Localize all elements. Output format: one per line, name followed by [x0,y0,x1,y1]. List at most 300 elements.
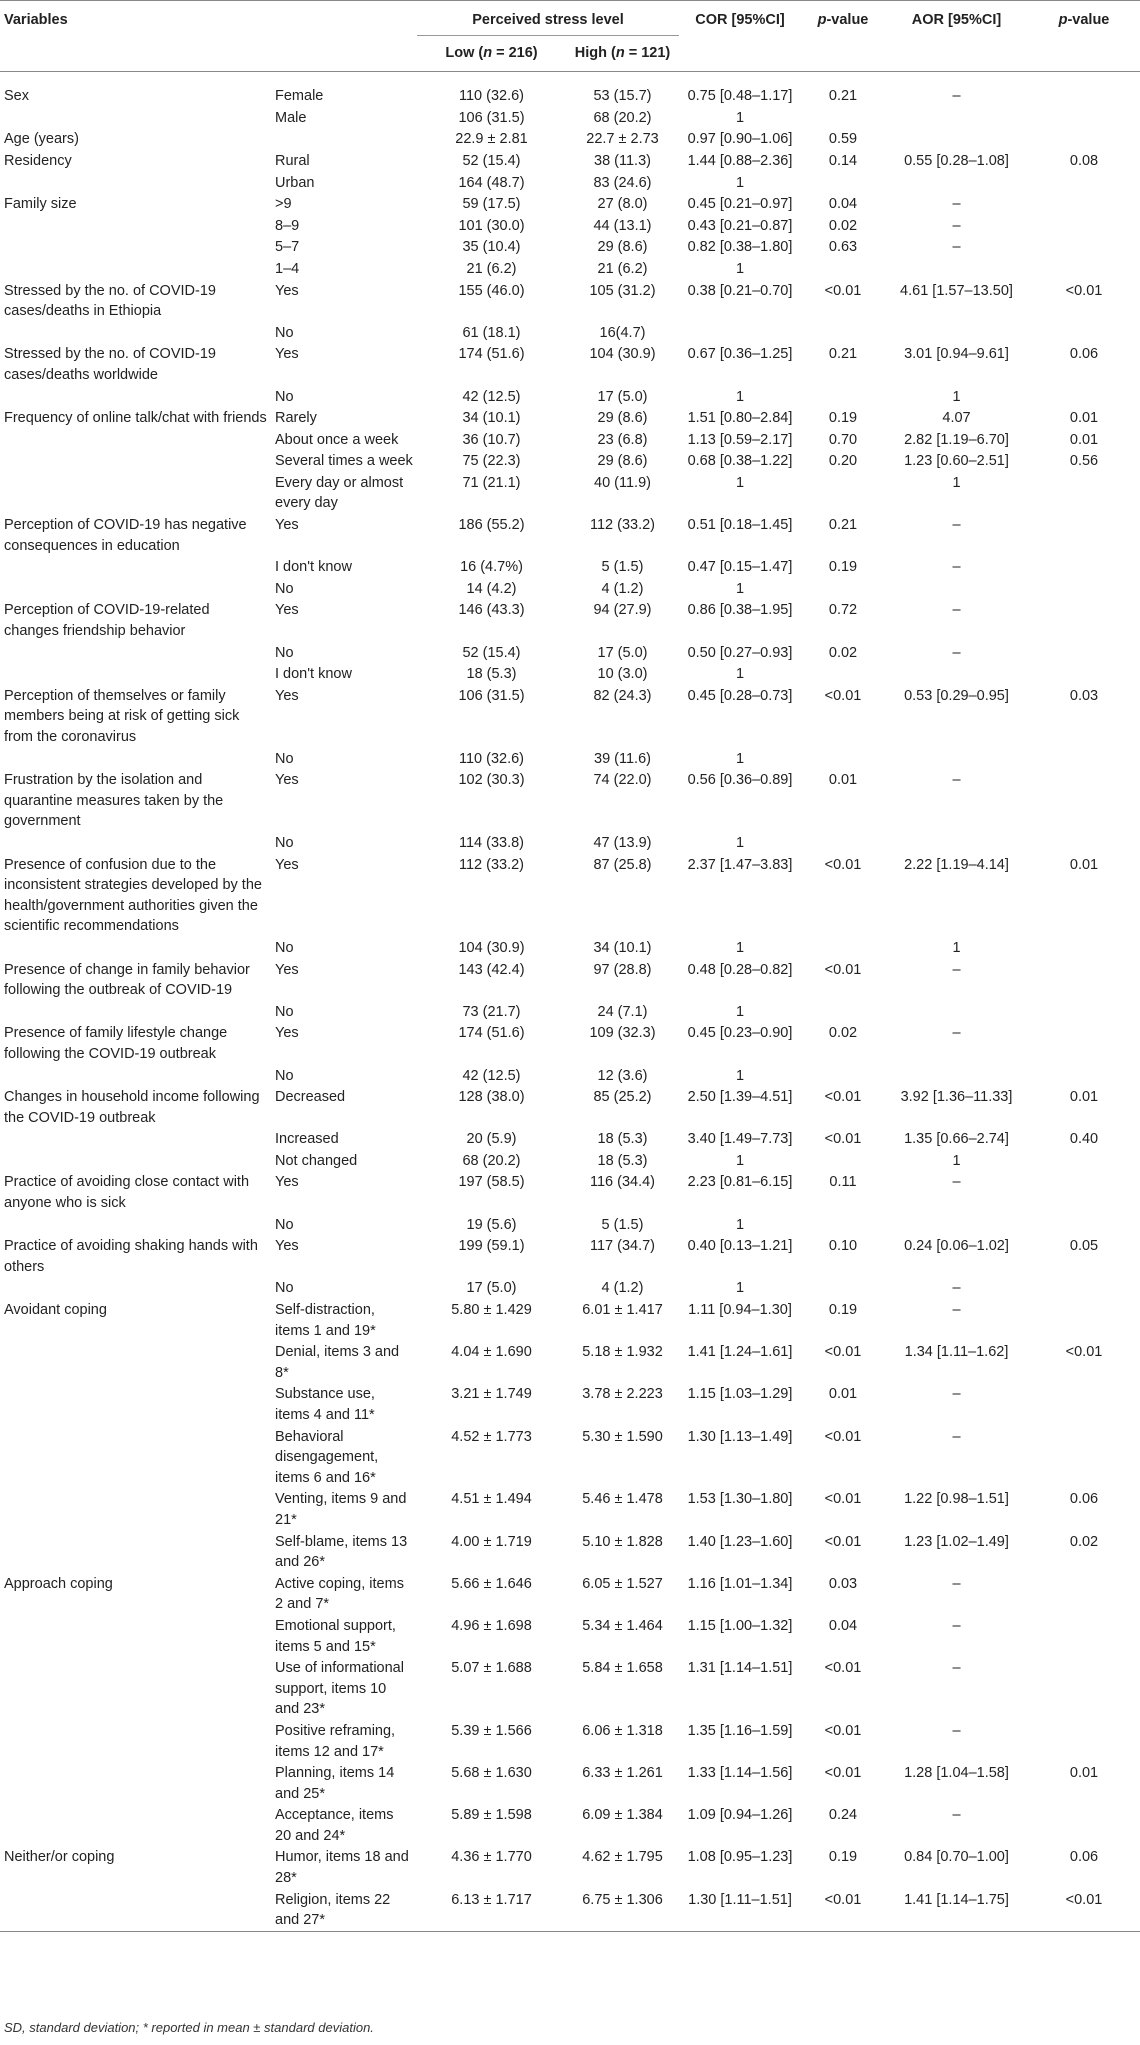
cell-p-value-crude: 0.02 [828,217,858,234]
cell-cor: 1 [735,474,745,491]
cell-cor: 0.86 [0.38–1.95] [687,602,793,619]
table-row [0,472,1140,514]
cell-p-value-crude: <0.01 [824,1765,862,1782]
cell-high-stress: 39 (11.6) [594,750,651,767]
cell-variable: Presence of family lifestyle change following the COVID-19 outbreak [4,1025,228,1062]
cell-variable [0,1150,271,1172]
cell-aor: 1 [952,939,961,956]
cell-variable [0,386,271,408]
cell-category: 8–9 [275,217,300,234]
cell-p-value-adjusted [1028,514,1140,556]
cell-aor: 4.07 [942,410,971,427]
cell-low-stress: 6.13 ± 1.717 [451,1891,532,1908]
cell-low-stress: 75 (22.3) [462,453,521,470]
cell-low-stress: 61 (18.1) [462,324,521,341]
cell-low-stress: 112 (33.2) [458,856,525,873]
cell-high-stress: 12 (3.6) [597,1067,648,1084]
cell-aor: 1.23 [1.02–1.49] [904,1533,1009,1550]
cell-p-value-crude: 0.10 [828,1238,858,1255]
cell-category: Yes [275,687,299,704]
cell-cor: 1 [735,939,745,956]
table-row [0,407,1140,429]
cell-high-stress: 4.62 ± 1.795 [582,1849,663,1866]
cell-variable: Perception of COVID-19-related changes friendship behavior [4,602,210,640]
cell-aor [885,172,1028,194]
cell-low-stress: 42 (12.5) [462,1067,521,1084]
cell-cor: 1.40 [1.23–1.60] [687,1533,793,1550]
table-row [0,1531,1140,1573]
cell-category: Yes [275,1238,299,1255]
header-aor: AOR [95%CI] [911,12,1002,28]
cell-p-value-adjusted: 0.08 [1069,152,1099,169]
cell-aor: – [952,239,961,256]
cell-low-stress: 5.80 ± 1.429 [451,1302,532,1319]
cell-aor [885,1214,1028,1236]
cell-cor: 1 [735,1003,745,1020]
cell-p-value-crude [801,1065,885,1087]
cell-aor: 1.34 [1.11–1.62] [904,1344,1009,1361]
cell-category: Increased [275,1131,339,1148]
cell-high-stress: 34 (10.1) [593,939,652,956]
cell-cor: 1.53 [1.30–1.80] [687,1491,793,1508]
cell-p-value-adjusted [1028,193,1140,215]
cell-p-value-crude: 0.14 [828,152,858,169]
cell-high-stress: 97 (28.8) [593,961,652,978]
table-row [0,1299,1140,1341]
table-row [0,1846,1140,1888]
cell-p-value-crude [801,172,885,194]
cell-aor [885,128,1028,150]
cell-variable [0,832,271,854]
cell-p-value-adjusted [1028,1001,1140,1023]
cell-variable [0,1762,271,1804]
cell-p-value-adjusted [1028,386,1140,408]
cell-high-stress: 23 (6.8) [597,431,648,448]
table-row [0,322,1140,344]
cell-variable: Age (years) [4,131,79,148]
cell-category: Use of informational support, items 10 and 23* [275,1660,404,1718]
cell-cor: 1 [735,666,745,683]
cell-category: No [275,834,294,851]
cell-high-stress: 4 (1.2) [601,580,644,597]
table-row [0,450,1140,472]
cell-p-value-adjusted: 0.06 [1069,1491,1099,1508]
cell-low-stress: 3.21 ± 1.749 [451,1386,532,1403]
cell-p-value-crude: <0.01 [824,1428,862,1445]
cell-category: Emotional support, items 5 and 15* [275,1617,396,1655]
cell-variable [0,578,271,600]
cell-low-stress: 20 (5.9) [466,1131,517,1148]
cell-p-value-crude: 0.19 [828,559,858,576]
cell-variable [0,1804,271,1846]
cell-category: Self-blame, items 13 and 26* [275,1533,408,1571]
cell-cor: 1 [735,174,745,191]
cell-p-value-adjusted [1028,472,1140,514]
cell-low-stress: 102 (30.3) [458,772,525,789]
cell-category: Not changed [275,1152,358,1169]
cell-p-value-crude: 0.20 [828,453,858,470]
cell-aor: – [952,1174,961,1191]
cell-p-value-adjusted [1028,322,1140,344]
cell-low-stress: 19 (5.6) [466,1216,517,1233]
cell-cor: 1.30 [1.11–1.51] [688,1891,792,1908]
cell-p-value-adjusted [1028,1615,1140,1657]
cell-variable: Family size [4,196,77,213]
cell-category: Decreased [275,1089,346,1106]
cell-low-stress: 110 (32.6) [458,750,525,767]
table-row [0,1720,1140,1762]
table-row [0,343,1140,385]
cell-p-value-adjusted [1028,1171,1140,1213]
cell-variable: Presence of change in family behavior following the outbreak of COVID-19 [4,961,250,999]
cell-aor: – [952,1025,961,1042]
cell-p-value-crude: <0.01 [824,1491,862,1508]
cell-high-stress: 6.01 ± 1.417 [582,1302,663,1319]
cell-variable [0,1615,271,1657]
cell-high-stress: 74 (22.0) [593,772,652,789]
cell-cor: 1 [735,388,745,405]
cell-p-value-adjusted [1028,107,1140,129]
cell-cor: 1.16 [1.01–1.34] [687,1575,793,1592]
table-row [0,685,1140,748]
cell-variable: Residency [4,152,72,169]
cell-p-value-adjusted: 0.56 [1069,453,1099,470]
cell-p-value-crude: 0.19 [828,410,858,427]
table-row [0,1001,1140,1023]
cell-category: No [275,644,294,661]
cell-p-value-adjusted [1028,236,1140,258]
cell-p-value-adjusted [1028,1299,1140,1341]
cell-variable: Frequency of online talk/chat with friends [4,410,267,427]
cell-high-stress: 24 (7.1) [597,1003,648,1020]
cell-high-stress: 6.75 ± 1.306 [582,1891,663,1908]
cell-category: No [275,1067,294,1084]
cell-category: Yes [275,1174,299,1191]
cell-category: Planning, items 14 and 25* [275,1765,395,1802]
cell-low-stress: 4.96 ± 1.698 [451,1617,532,1634]
cell-category: Religion, items 22 and 27* [275,1891,391,1929]
cell-category: Yes [275,961,299,978]
cell-high-stress: 29 (8.6) [597,410,648,427]
cell-aor: 4.61 [1.57–13.50] [900,282,1013,299]
cell-aor [885,1001,1028,1023]
cell-cor: 0.75 [0.48–1.17] [687,88,793,105]
cell-p-value-adjusted [1028,748,1140,770]
cell-p-value-crude [801,322,885,344]
cell-high-stress: 5 (1.5) [601,559,644,576]
cell-p-value-adjusted [1028,642,1140,664]
cell-p-value-crude: 0.04 [828,1617,858,1634]
header-p-value-crude: p-value [817,12,869,28]
cell-variable: Stressed by the no. of COVID-19 cases/deaths worldwide [4,346,216,383]
cell-category: Yes [275,282,299,299]
cell-variable [0,1531,271,1573]
table-row [0,959,1140,1001]
cell-p-value-adjusted [1028,1150,1140,1172]
table-row [0,107,1140,129]
cell-high-stress: 83 (24.6) [593,174,652,191]
cell-p-value-adjusted: 0.06 [1069,346,1099,363]
cell-high-stress: 29 (8.6) [597,453,648,470]
cell-low-stress: 4.00 ± 1.719 [451,1533,532,1550]
cell-cor: 1.31 [1.14–1.51] [687,1660,793,1677]
cell-category: Yes [275,772,299,789]
cell-p-value-crude: <0.01 [824,1891,862,1908]
cell-low-stress: 106 (31.5) [458,109,525,126]
cell-aor: – [952,217,961,234]
cell-p-value-crude: 0.63 [828,239,858,256]
cell-cor: 1 [735,834,745,851]
table-row [0,236,1140,258]
cell-aor [885,1065,1028,1087]
cell-low-stress: 5.07 ± 1.688 [451,1660,532,1677]
cell-p-value-crude: 0.21 [828,88,858,105]
table-row [0,514,1140,556]
cell-aor [885,748,1028,770]
cell-low-stress: 59 (17.5) [462,196,521,213]
table-row [0,72,1140,107]
table-row [0,128,1140,150]
cell-low-stress: 4.04 ± 1.690 [451,1344,532,1361]
cell-variable [0,556,271,578]
cell-aor: 0.53 [0.29–0.95] [904,687,1009,704]
cell-high-stress: 16(4.7) [599,324,646,341]
cell-p-value-crude: <0.01 [824,1344,862,1361]
cell-low-stress: 73 (21.7) [462,1003,521,1020]
cell-p-value-crude: 0.01 [828,1386,858,1403]
cell-category: Yes [275,346,299,363]
cell-aor: – [952,772,961,789]
cell-variable [0,472,271,514]
cell-category: Humor, items 18 and 28* [275,1849,409,1887]
cell-category: Venting, items 9 and 21* [275,1491,407,1528]
cell-category: No [275,1003,294,1020]
cell-cor: 0.50 [0.27–0.93] [687,644,793,661]
table-row [0,1573,1140,1615]
cell-p-value-adjusted [1028,215,1140,237]
cell-p-value-adjusted: 0.03 [1069,687,1099,704]
cell-cor: 1.08 [0.95–1.23] [687,1849,793,1866]
cell-p-value-adjusted: 0.01 [1069,1089,1099,1106]
cell-p-value-adjusted [1028,1657,1140,1720]
cell-p-value-adjusted: <0.01 [1065,1891,1103,1908]
cell-p-value-crude [801,832,885,854]
cell-cor: 0.47 [0.15–1.47] [687,559,793,576]
cell-variable [0,258,271,280]
cell-variable [0,322,271,344]
cell-p-value-crude: <0.01 [824,1722,862,1739]
cell-low-stress: 5.39 ± 1.566 [451,1722,532,1739]
cell-p-value-adjusted [1028,172,1140,194]
cell-category: I don't know [275,559,352,576]
cell-cor: 0.38 [0.21–0.70] [687,282,793,299]
cell-aor: 1.23 [0.60–2.51] [904,453,1009,470]
table-row [0,1214,1140,1236]
cell-category: Rarely [275,410,317,427]
header-low-stress: Low (n = 216) [445,44,538,61]
cell-p-value-adjusted [1028,1065,1140,1087]
table-row [0,215,1140,237]
cell-low-stress: 101 (30.0) [458,217,525,234]
cell-p-value-crude: <0.01 [824,282,862,299]
cell-variable [0,937,271,959]
cell-low-stress: 128 (38.0) [458,1089,525,1106]
cell-aor: – [952,1807,961,1824]
cell-p-value-crude: 0.02 [828,644,858,661]
cell-low-stress: 35 (10.4) [462,239,521,256]
cell-p-value-crude [801,1214,885,1236]
table-row [0,832,1140,854]
cell-category: No [275,1216,294,1233]
cell-high-stress: 21 (6.2) [597,260,648,277]
cell-aor: – [952,196,961,213]
cell-p-value-adjusted: <0.01 [1065,282,1103,299]
cell-variable [0,748,271,770]
table-row [0,1022,1140,1064]
cell-category: 5–7 [275,239,300,256]
cell-p-value-crude [801,1150,885,1172]
table-row [0,1426,1140,1489]
table-header [0,1,1140,72]
cell-low-stress: 21 (6.2) [466,260,517,277]
cell-p-value-adjusted: 0.01 [1069,431,1099,448]
cell-cor: 1 [735,1280,745,1297]
cell-aor: 3.92 [1.36–11.33] [900,1089,1013,1106]
cell-p-value-adjusted [1028,1426,1140,1489]
cell-cor: 1.41 [1.24–1.61] [687,1344,793,1361]
cell-low-stress: 71 (21.1) [462,474,521,491]
cell-high-stress: 10 (3.0) [597,666,648,683]
cell-high-stress: 5.46 ± 1.478 [582,1491,663,1508]
table-row [0,1086,1140,1128]
cell-low-stress: 114 (33.8) [458,834,525,851]
cell-high-stress: 82 (24.3) [593,687,652,704]
cell-variable [0,1341,271,1383]
cell-variable: Neither/or coping [4,1849,115,1866]
cell-p-value-adjusted [1028,258,1140,280]
cell-p-value-adjusted [1028,1277,1140,1299]
cell-category [271,128,417,150]
cell-high-stress: 5.30 ± 1.590 [582,1428,663,1445]
cell-category: Urban [275,174,315,191]
cell-p-value-crude: 0.02 [828,1025,858,1042]
cell-variable [0,1720,271,1762]
cell-high-stress: 6.33 ± 1.261 [582,1765,663,1782]
cell-low-stress: 106 (31.5) [458,687,525,704]
cell-cor: 1 [735,580,745,597]
cell-cor: 0.40 [0.13–1.21] [687,1238,793,1255]
cell-category: No [275,580,294,597]
cell-aor: 1 [952,388,961,405]
cell-aor [885,322,1028,344]
cell-aor: – [952,517,961,534]
cell-aor: 1 [952,474,961,491]
cell-cor: 0.51 [0.18–1.45] [687,517,793,534]
cell-high-stress: 4 (1.2) [601,1280,644,1297]
cell-category: Denial, items 3 and 8* [275,1344,400,1381]
cell-high-stress: 44 (13.1) [593,217,652,234]
cell-p-value-crude: 0.03 [828,1575,858,1592]
table-row [0,172,1140,194]
cell-cor: 3.40 [1.49–7.73] [687,1131,793,1148]
cell-variable: Frustration by the isolation and quarantine measures taken by the government [4,772,224,830]
cell-variable: Approach coping [4,1575,113,1592]
cell-low-stress: 155 (46.0) [458,282,525,299]
cell-p-value-adjusted [1028,832,1140,854]
cell-p-value-adjusted [1028,1383,1140,1425]
cell-cor: 1.44 [0.88–2.36] [687,152,793,169]
cell-cor: 0.68 [0.38–1.22] [687,453,793,470]
cell-cor: 1.15 [1.00–1.32] [687,1617,793,1634]
cell-low-stress: 4.36 ± 1.770 [451,1849,532,1866]
cell-high-stress: 5.10 ± 1.828 [582,1533,663,1550]
cell-variable [0,1214,271,1236]
table-row [0,193,1140,215]
cell-high-stress: 27 (8.0) [597,196,648,213]
cell-p-value-crude [801,748,885,770]
cell-low-stress: 36 (10.7) [462,431,521,448]
cell-low-stress: 110 (32.6) [458,88,525,105]
cell-cor: 1.09 [0.94–1.26] [687,1807,793,1824]
cell-variable: Perception of COVID-19 has negative consequences in education [4,517,247,554]
cell-high-stress: 5.34 ± 1.464 [582,1617,663,1634]
cell-category: Behavioral disengagement, items 6 and 16* [275,1428,379,1486]
table-row [0,663,1140,685]
cell-cor: 1.11 [0.94–1.30] [688,1302,792,1319]
cell-high-stress: 105 (31.2) [589,282,656,299]
cell-aor: – [952,644,961,661]
cell-high-stress: 68 (20.2) [593,109,652,126]
cell-variable [0,236,271,258]
cell-cor: 1.15 [1.03–1.29] [687,1386,793,1403]
table-row [0,854,1140,937]
cell-p-value-adjusted [1028,599,1140,641]
header-variables: Variables [4,12,68,28]
cell-low-stress: 186 (55.2) [458,517,525,534]
cell-aor [885,832,1028,854]
cell-cor: 1 [735,1152,745,1169]
cell-variable [0,215,271,237]
cell-p-value-crude [801,578,885,600]
cell-low-stress: 4.52 ± 1.773 [451,1428,532,1445]
cell-aor [885,663,1028,685]
cell-p-value-adjusted: 0.01 [1069,410,1099,427]
cell-category: Several times a week [275,453,413,470]
cell-low-stress: 5.68 ± 1.630 [451,1765,532,1782]
cell-low-stress: 52 (15.4) [462,644,521,661]
cell-p-value-adjusted [1028,937,1140,959]
cell-cor: 0.56 [0.36–0.89] [687,772,793,789]
cell-p-value-adjusted [1028,578,1140,600]
cell-aor [885,578,1028,600]
cell-category: 1–4 [275,260,300,277]
table-row [0,429,1140,451]
cell-aor: – [952,1428,961,1445]
cell-variable [0,450,271,472]
cell-high-stress: 6.09 ± 1.384 [582,1807,663,1824]
cell-aor: – [952,1302,961,1319]
cell-low-stress: 174 (51.6) [458,1025,525,1042]
cell-high-stress: 104 (30.9) [589,346,656,363]
cell-variable [0,107,271,129]
cell-p-value-adjusted [1028,1022,1140,1064]
cell-low-stress: 5.89 ± 1.598 [451,1807,532,1824]
table-row [0,1341,1140,1383]
cell-p-value-adjusted: 0.02 [1069,1533,1099,1550]
cell-p-value-crude [801,258,885,280]
cell-cor: 1 [735,109,745,126]
cell-p-value-crude: <0.01 [824,1660,862,1677]
